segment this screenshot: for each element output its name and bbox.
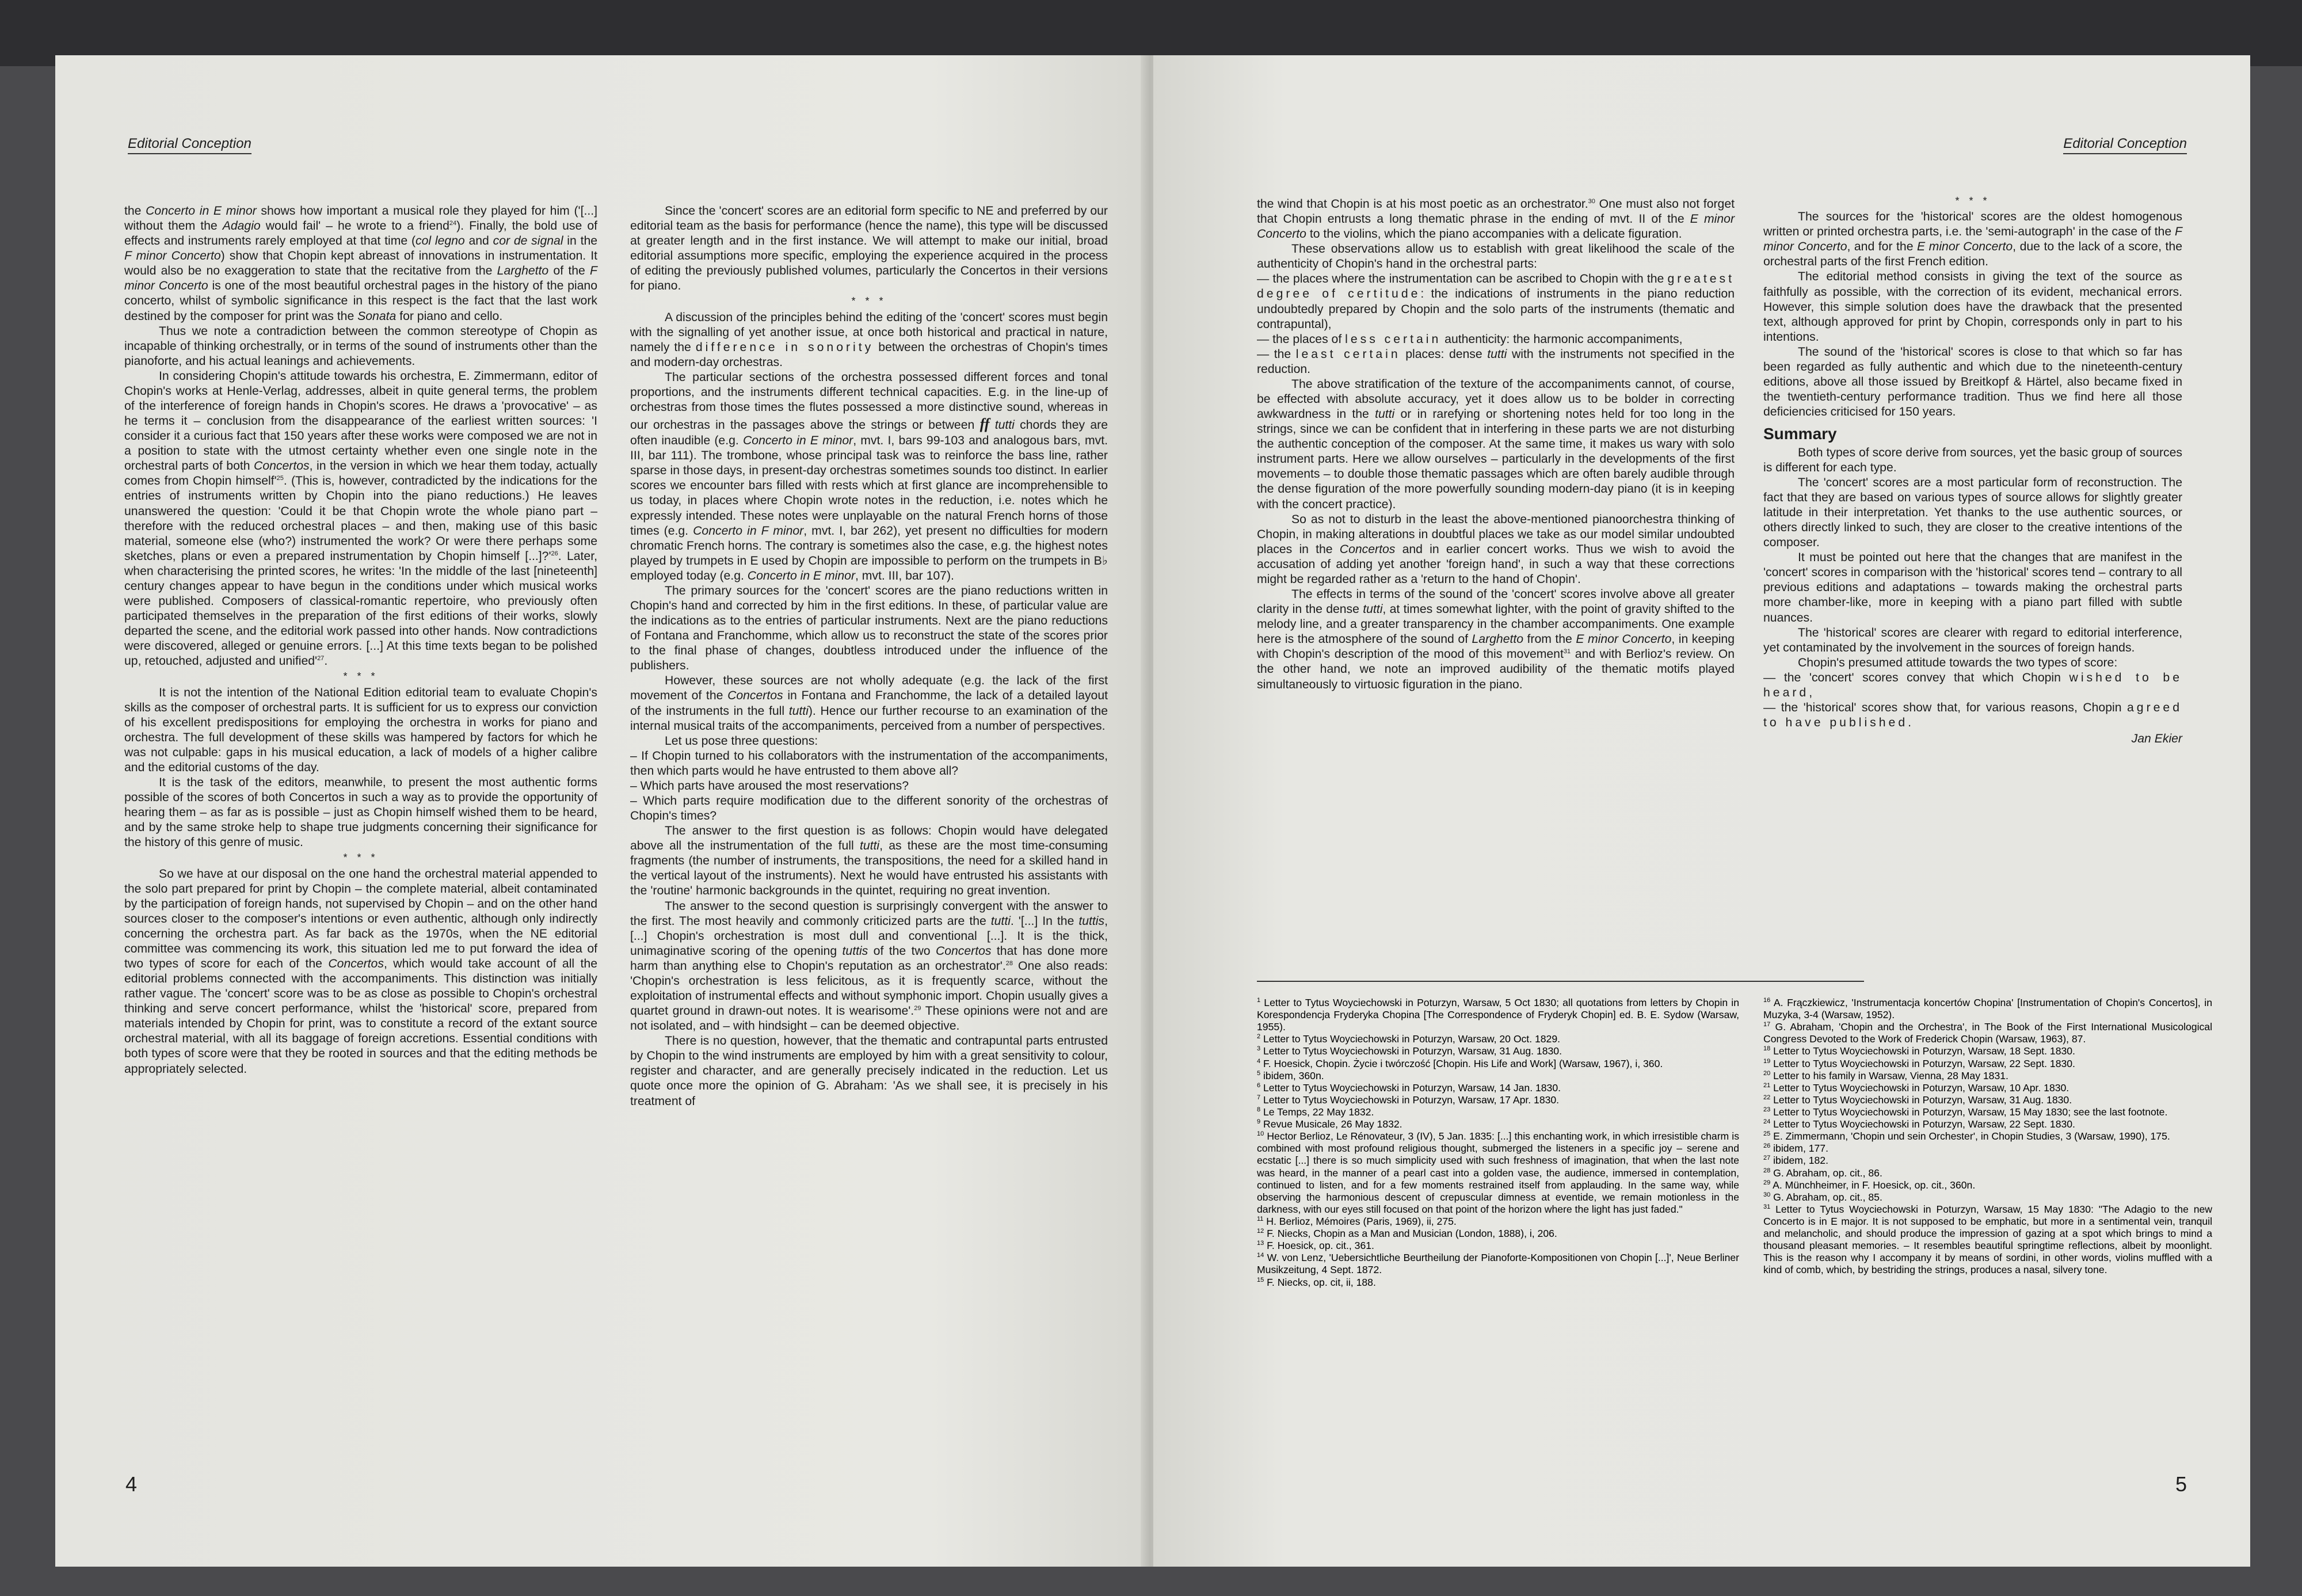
footnote-number: 31 bbox=[1763, 1203, 1771, 1210]
text: — the 'historical' scores show that, for various reasons, Chopin bbox=[1763, 700, 2128, 714]
footnote-number: 8 bbox=[1257, 1106, 1261, 1114]
text: ). Finally, the bold use of effects and instruments rarely employed at that time ( bbox=[124, 219, 597, 248]
footnote-text: Letter to Tytus Woyciechowski in Poturzyn, Warsaw, 22 Sept. 1830. bbox=[1770, 1118, 2075, 1130]
footnote-text: Letter to Tytus Woyciechowski in Poturzyn, Warsaw, 17 Apr. 1830. bbox=[1260, 1094, 1560, 1106]
text: In considering Chopin's attitude towards his orchestra, E. Zimmermann, editor of Chopin's works at Henle-Verlag, addresses, albeit in quite general terms, the problem of the interference of foreign hands in Chopin's scores. He draws a 'provocative' – as he terms it – conclusion from the disappearance of the earliest written sources: 'I consider it a curious fact that 150 years after these works were composed we are not in a position to state with the utmost certainty whether even one single note in the orchestral parts of both bbox=[124, 369, 597, 473]
footnote-number: 26 bbox=[1763, 1142, 1771, 1150]
work-title: F minor Concerto bbox=[1763, 225, 2182, 254]
work-title: Adagio bbox=[222, 219, 261, 233]
spaced-emphasis: greatest degree of certitude bbox=[1257, 272, 1735, 301]
text: and with Berlioz's review. On the other hand, we note an improved audibility of the thematic motifs played simultaneously to virtuosic figuration in the piano. bbox=[1257, 647, 1735, 691]
text: So as not to disturb in the least the above-mentioned pianoorchestra thinking of Chopin, in making alterations in doubtful places we take as our model similar undoubted places in the bbox=[1257, 512, 1735, 556]
work-title: F minor Concerto bbox=[124, 264, 597, 293]
spaced-emphasis: wished to be heard bbox=[1763, 671, 2182, 699]
page-number-right: 5 bbox=[2175, 1472, 2187, 1496]
footnote bbox=[1257, 1277, 1739, 1289]
text: between the orchestras of Chopin's times and modern-day orchestras. bbox=[630, 340, 1108, 369]
text: , at times somewhat lighter, with the point of gravity shifted to the melody line, and a greater transparency in the chamber accompaniments. One example here is the atmosphere of the sound of bbox=[1257, 603, 1735, 646]
list-item bbox=[1257, 272, 1735, 332]
footnote bbox=[1763, 1021, 2212, 1045]
spaced-emphasis: agreed to have published bbox=[1763, 700, 2182, 730]
paragraph: The 'concert' scores are a most particular form of reconstruction. The fact that they are based on various types of source allows for slightly greater latitude in their interpretation. Yet thanks to the use authentic sources, or others directly linked to such, they are closer to the creative intentions of the composer. bbox=[1763, 475, 2182, 550]
footnote-number: 11 bbox=[1257, 1216, 1264, 1223]
footnote-text: ibidem, 182. bbox=[1770, 1155, 1828, 1167]
work-title: E minor Concerto bbox=[1257, 212, 1735, 241]
text: , and for the bbox=[1847, 240, 1918, 254]
footnote-text: Letter to Tytus Woyciechowski in Poturzyn, Warsaw, 18 Sept. 1830. bbox=[1770, 1045, 2075, 1057]
footnote-text: Letter to Tytus Woyciechowski in Poturzyn, Warsaw, 14 Jan. 1830. bbox=[1260, 1081, 1561, 1094]
work-title: E minor Concerto bbox=[1917, 240, 2013, 254]
term: tutti bbox=[1487, 347, 1507, 361]
page-number-left: 4 bbox=[125, 1472, 138, 1496]
footnote bbox=[1257, 1252, 1739, 1276]
text: shows how important a musical role they played for him ('[...] without them the bbox=[124, 204, 598, 233]
footnote bbox=[1257, 1033, 1739, 1045]
footnote bbox=[1763, 1142, 2212, 1155]
work-title: Concerto in F minor bbox=[693, 524, 804, 538]
text: from the bbox=[1523, 633, 1576, 646]
footnote-number: 14 bbox=[1257, 1252, 1264, 1259]
text: These opinions were not and are not isolated, and – with hindsight – can be deemed objective. bbox=[630, 1004, 1108, 1033]
paragraph: It must be pointed out here that the changes that are manifest in the 'concert' scores in comparison with the 'historical' scores tend – contrary to all previous editions and adaptations – towards making the orchestral parts more chamber-like, more in keeping with a piano part filled with subtle nuances. bbox=[1763, 551, 2182, 624]
text: and in earlier concert works. Thus we wish to avoid the accusation of adding yet another 'foreign hand', in such a way that these corrections might be regarded rather as a 'return to the hand of Chopin'. bbox=[1257, 542, 1735, 586]
work-title: Concerto in E minor bbox=[146, 204, 257, 218]
text: is one of the most beautiful orchestral pages in the history of the piano concerto, whilst of symbolic significance in this respect is the fact that the last work destined by the composer for print was the bbox=[124, 279, 597, 323]
footnote-number: 23 bbox=[1763, 1106, 1771, 1114]
footnote bbox=[1257, 1082, 1739, 1094]
running-head-left: Editorial Conception bbox=[128, 136, 251, 154]
paragraph: Since the 'concert' scores are an editorial form specific to NE and preferred by our editorial team as the basis for performance (hence the name), this type will be discussed at greater length and in the first instance. We will attempt to make our initial, broad editorial assumptions more specific, employing the experience acquired in the process of editing the previously published volumes, particularly the Concertos in their versions for piano. bbox=[630, 204, 1108, 293]
text: in the bbox=[563, 234, 598, 248]
footnote-number: 27 bbox=[1763, 1155, 1771, 1162]
footnote-text: W. von Lenz, 'Uebersichtliche Beurtheilung der Pianoforte-Kompositionen von Chopin [...]', Neue Berliner Musikzeitung, 4 Sept. 1872. bbox=[1257, 1252, 1739, 1276]
footnote-text: Letter to Tytus Woyciechowski in Poturzyn, Warsaw, 20 Oct. 1829. bbox=[1260, 1033, 1560, 1045]
author-signature: Jan Ekier bbox=[2131, 732, 2182, 746]
paragraph bbox=[630, 310, 1108, 370]
footnote-text: A. Frączkiewicz, 'Instrumentacja koncertów Chopina' [Instrumentation of Chopin's Concertos], in Muzyka, 3-4 (Warsaw, 1952). bbox=[1763, 997, 2212, 1021]
footnote-text: Letter to Tytus Woyciechowski in Poturzyn, Warsaw, 5 Oct 1830; all quotations from letters by Chopin in Korespondencja Fryderyka Chopina [The Correspondence of Fryderyk Chopin] ed. B. E. Sydow (Warsaw, 1955). bbox=[1257, 997, 1739, 1033]
question: – If Chopin turned to his collaborators with the instrumentation of the accompaniments, then which parts would he have entrusted to them above all? bbox=[630, 749, 1108, 778]
footnote-number: 29 bbox=[1763, 1179, 1771, 1186]
question: – Which parts require modification due to the different sonority of the orchestras of Chopin's times? bbox=[630, 794, 1108, 823]
footnote bbox=[1763, 1130, 2212, 1142]
paragraph: The primary sources for the 'concert' scores are the piano reductions written in Chopin's hand and corrected by him in the first editions. In these, of particular value are the indications as to the entries of particular instruments. Next are the piano reductions of Fontana and Franchomme, which allow us to reconstruct the state of the scores prior to the final phase of changes, doubtless introduced under the influence of the publishers. bbox=[630, 584, 1108, 673]
footnote bbox=[1257, 1070, 1739, 1082]
footnote bbox=[1763, 1082, 2212, 1094]
running-head-right: Editorial Conception bbox=[2063, 136, 2187, 154]
summary-heading: Summary bbox=[1763, 425, 1837, 443]
term: tutti bbox=[1363, 603, 1383, 616]
footnotes-left bbox=[1257, 997, 1739, 1289]
text: The answer to the first question is as follows: Chopin would have delegated above all the instrumentation of the full bbox=[630, 824, 1108, 853]
footnote bbox=[1763, 1070, 2212, 1082]
term: tutti bbox=[989, 418, 1015, 432]
work-title: E minor Concerto bbox=[1576, 633, 1672, 646]
paragraph bbox=[124, 867, 597, 1077]
footnote-text: Letter to Tytus Woyciechowski in Poturzyn, Warsaw, 22 Sept. 1830. bbox=[1770, 1057, 2075, 1069]
paragraph: Chopin's presumed attitude towards the two types of score: bbox=[1798, 656, 2118, 669]
footnote-number: 7 bbox=[1257, 1094, 1261, 1102]
work-title: Concerto in E minor bbox=[747, 569, 855, 582]
paragraph bbox=[1257, 377, 1735, 512]
footnote-text: A. Münchheimer, in F. Hoesick, op. cit., 360n. bbox=[1770, 1179, 1976, 1191]
footnote-number: 1 bbox=[1257, 997, 1261, 1004]
text: of the bbox=[548, 264, 590, 278]
footnote bbox=[1257, 1228, 1739, 1240]
footnote-number: 25 bbox=[1763, 1130, 1771, 1138]
column-2 bbox=[630, 204, 1108, 1109]
text: , as these are the most time-consuming fragments (the number of instruments, the transpositions, the need for a skilled hand in the vertical layout of the instruments). Next he would have entrusted his assistants with the 'routine' harmonic backgrounds in the quintet, requiring no great invention. bbox=[630, 839, 1108, 898]
text: that has done more harm than anything else to Chopin's reputation as an orchestrator'. bbox=[630, 944, 1108, 973]
text: A discussion of the principles behind the editing of the 'concert' scores must begin with the signalling of yet another issue, at once both historical and practical in nature, namely the bbox=[630, 310, 1108, 354]
column-4 bbox=[1763, 193, 2182, 746]
work-title: Sonata bbox=[357, 309, 397, 323]
text: The effects in terms of the sound of the 'concert' scores involve above all greater clarity in the dense bbox=[1257, 588, 1735, 616]
footnote-rule bbox=[1257, 981, 1864, 982]
paragraph bbox=[1763, 210, 2182, 269]
footnote-text: F. Niecks, Chopin as a Man and Musician (London, 1888), i, 206. bbox=[1264, 1228, 1557, 1240]
text: — the 'concert' scores convey that which Chopin bbox=[1763, 671, 2069, 684]
paragraph bbox=[1257, 512, 1735, 587]
footnote bbox=[1763, 997, 2212, 1021]
work-title: Larghetto bbox=[497, 264, 549, 278]
footnote bbox=[1257, 1118, 1739, 1130]
footnote-ref: 27 bbox=[317, 655, 325, 662]
paragraph: The 'historical' scores are clearer with regard to editorial interference, yet contaminated by the involvement in the sources of foreign hands. bbox=[1763, 626, 2182, 654]
footnote-number: 16 bbox=[1763, 997, 1771, 1004]
text: of the two bbox=[868, 944, 936, 958]
booklet-spread bbox=[55, 55, 2250, 1567]
text: . (This is, however, contradicted by the indications for the entries of instruments written by Chopin into the piano reductions.) He leaves unanswered the question: 'Could it be that Chopin wrote the whole piano part – therefore with the reduced orchestral places – and then, making use of this basic material, someone else (who?) instrumented the work? Or were there perhaps some sketches, plans or even a prepared instrumentation by Chopin himself [...]?' bbox=[124, 474, 597, 563]
spaced-emphasis: difference in sonority bbox=[695, 340, 874, 354]
text: chords they are often inaudible (e.g. bbox=[630, 418, 1108, 448]
footnote-number: 12 bbox=[1257, 1228, 1264, 1235]
dynamic-mark: ff bbox=[980, 416, 990, 433]
footnote bbox=[1763, 1179, 2212, 1191]
text: One must also not forget that Chopin entrusts a long thematic phrase in the ending of mvt. II of the bbox=[1257, 197, 1735, 226]
footnote bbox=[1257, 1240, 1739, 1252]
footnote-ref: 30 bbox=[1588, 197, 1595, 205]
text: the wind that Chopin is at his most poetic as an orchestrator. bbox=[1257, 197, 1588, 211]
paragraph: Let us pose three questions: bbox=[665, 734, 818, 748]
footnote bbox=[1763, 1058, 2212, 1070]
footnotes-right bbox=[1763, 997, 2212, 1277]
footnote bbox=[1763, 1118, 2212, 1130]
page-left bbox=[55, 55, 1148, 1567]
footnote bbox=[1257, 1058, 1739, 1070]
text: One also reads: 'Chopin's orchestration is less felicitous, as it is frequently scarce, without the exploitation of instrumental effects and without symphonic import. Chopin usually gives a quartet ground in drawn-out notes. It is wearisome'. bbox=[630, 959, 1108, 1018]
term: col legno bbox=[416, 234, 465, 248]
paragraph bbox=[630, 370, 1108, 584]
text: , mvt. I, bar 262), yet present no difficulties for modern chromatic French horns. The contrary is sometimes also the case, e.g. the highest notes played by trumpets in E used by Chopin are impossible to perform on the trumpets in B♭ employed today (e.g. bbox=[630, 524, 1108, 582]
term: cor de signal bbox=[493, 234, 563, 248]
footnote-ref: 29 bbox=[914, 1005, 921, 1012]
footnote-text: H. Berlioz, Mémoires (Paris, 1969), ii, 275. bbox=[1263, 1215, 1457, 1227]
list-item bbox=[1763, 700, 2182, 730]
footnote-text: Revue Musicale, 26 May 1832. bbox=[1260, 1118, 1402, 1130]
list-item bbox=[1257, 347, 1735, 377]
text: . Later, when characterising the printed scores, he writes: 'In the middle of the last [nineteenth] century changes appear to have begun in the conditions under which musical works were published. Composers of classical-romantic repertoire, who previously often participated themselves in the preparation of the first editions of their works, slowly departed the scene, and the editorial work passed into other hands. Now contradictions were discovered, alleged or genuine errors. [...] At this time texts began to be polished up, retouched, adjusted and unified' bbox=[124, 549, 597, 668]
footnote bbox=[1763, 1094, 2212, 1106]
footnote-number: 13 bbox=[1257, 1240, 1264, 1247]
footnote-number: 18 bbox=[1763, 1045, 1771, 1053]
paragraph: These observations allow us to establish with great likelihood the scale of the authenticity of Chopin's hand in the orchestral parts: bbox=[1257, 242, 1735, 271]
work-title: Concertos bbox=[727, 689, 783, 703]
footnote-text: F. Hoesick, op. cit., 361. bbox=[1264, 1240, 1374, 1252]
text: , bbox=[1809, 685, 1813, 699]
paragraph bbox=[1257, 587, 1735, 692]
section-divider: * * * bbox=[343, 852, 379, 864]
text: and bbox=[464, 234, 493, 248]
list-item bbox=[1257, 332, 1735, 347]
footnote bbox=[1257, 1106, 1739, 1118]
text: the bbox=[124, 204, 146, 218]
footnote bbox=[1763, 1106, 2212, 1118]
footnote-number: 9 bbox=[1257, 1118, 1261, 1126]
text: . '[...] In the bbox=[1010, 914, 1079, 928]
text: to the violins, which the piano accompanies with a delicate figuration. bbox=[1306, 227, 1682, 241]
paragraph: Both types of score derive from sources, yet the basic group of sources is different for each type. bbox=[1763, 445, 2182, 474]
paragraph: The editorial method consists in giving the text of the source as faithfully as possible, with the correction of its evident, mechanical errors. However, this simple solution does have the drawback that the presented text, although approved for print by Chopin, corresponds only in part to his intentions. bbox=[1763, 270, 2182, 344]
section-divider: * * * bbox=[851, 295, 887, 307]
footnote-text: ibidem, 360n. bbox=[1260, 1069, 1324, 1081]
text: So we have at our disposal on the one hand the orchestral material appended to the solo part prepared for print by Chopin – the complete material, albeit contaminated by the participation of foreign hands, not supervised by Chopin – and on the other hand sources closer to the composer's intentions or even authentic, although only indirectly concerning the orchestra part. As far back as the 1970s, when the NE editorial committee was commencing its work, this situation led me to put forward the idea of two types of score for each of the bbox=[124, 867, 597, 970]
text: or in rarefying or shortening notes held for too long in the strings, since we can be confident that in interfering in these parts we are not disturbing the authentic conception of the composer. At the same time, it makes us wary with solo instrument parts. Here we allow ourselves – particularly in the developments of the first movements – to double those thematic passages which are often barely audible through the dense figuration of the more powerfully sounding modern-day piano (it is in keeping with the concert practice). bbox=[1257, 407, 1735, 511]
work-title: Concerto in E minor bbox=[742, 434, 853, 448]
term: tutti bbox=[859, 839, 880, 853]
footnote-text: Le Temps, 22 May 1832. bbox=[1260, 1106, 1374, 1118]
footnote bbox=[1257, 1094, 1739, 1106]
text: The above stratification of the texture of the accompaniments cannot, of course, be effected with absolute accuracy, yet it does allow us to be bolder in correcting awkwardness in the bbox=[1257, 377, 1735, 421]
term: tutti bbox=[788, 704, 809, 718]
work-title: Concertos bbox=[935, 944, 992, 958]
footnote bbox=[1257, 997, 1739, 1033]
footnote-number: 6 bbox=[1257, 1081, 1261, 1089]
text: However, these sources are not wholly adequate (e.g. the lack of the first movement of the bbox=[630, 674, 1108, 703]
footnote-text: Letter to Tytus Woyciechowski in Poturzyn, Warsaw, 10 Apr. 1830. bbox=[1770, 1081, 2069, 1094]
footnote bbox=[1763, 1167, 2212, 1179]
term: tutti bbox=[1375, 407, 1395, 421]
work-title: F minor Concerto bbox=[124, 249, 221, 263]
footnote-number: 30 bbox=[1763, 1191, 1771, 1198]
footnote-number: 20 bbox=[1763, 1069, 1771, 1077]
paragraph: It is the task of the editors, meanwhile, to present the most authentic forms possible of the scores of both Concertos in such a way as to provide the opportunity of hearing them – as far as is possible – just as Chopin himself wished them to be heard, and by the same stroke help to shape true judgments concerning their significance for the history of this genre of music. bbox=[124, 776, 597, 850]
footnote bbox=[1763, 1203, 2212, 1277]
footnote-text: G. Abraham, op. cit., 85. bbox=[1770, 1191, 1882, 1203]
work-title: Concertos bbox=[328, 957, 384, 970]
text: in Fontana and Franchomme, the lack of a detailed layout of the instruments in the full bbox=[630, 689, 1108, 718]
column-1 bbox=[124, 204, 597, 1077]
footnote-number: 22 bbox=[1763, 1094, 1771, 1102]
question: – Which parts have aroused the most reservations? bbox=[630, 779, 909, 793]
text: ). Hence our further recourse to an examination of the internal musical traits of the accompaniments, perceived from a number of perspectives. bbox=[630, 704, 1108, 733]
text: , due to the lack of a score, the orchestral parts of the first French edition. bbox=[1763, 240, 2182, 269]
text: , mvt. III, bar 107). bbox=[855, 569, 954, 582]
term: tuttis bbox=[1078, 914, 1105, 928]
section-divider: * * * bbox=[343, 671, 379, 683]
work-title: Concertos bbox=[254, 459, 310, 473]
footnote-text: Letter to his family in Warsaw, Vienna, 28 May 1831. bbox=[1770, 1069, 2008, 1081]
text: ) show that Chopin kept abreast of innovations in instrumentation. It would also be no exaggeration to state that the recitative from the bbox=[124, 249, 597, 278]
footnote-text: E. Zimmermann, 'Chopin und sein Orchester', in Chopin Studies, 3 (Warsaw, 1990), 175. bbox=[1770, 1130, 2170, 1142]
footnote bbox=[1257, 1216, 1739, 1228]
footnote-number: 24 bbox=[1763, 1118, 1771, 1126]
paragraph bbox=[1257, 197, 1735, 242]
text: — the places of bbox=[1257, 332, 1346, 346]
paragraph: It is not the intention of the National Edition editorial team to evaluate Chopin's skills as the composer of orchestral parts. It is sufficient for us to express our conviction of his excellent predispositions for employing the orchestra in works for piano and orchestra. The full development of these skills was hampered by factors for which he was not culpable: gaps in his musical education, a lack of models of a higher calibre and the editorial customs of the day. bbox=[124, 685, 597, 774]
text: would fail' – he wrote to a friend bbox=[260, 219, 449, 233]
footnote-number: 10 bbox=[1257, 1130, 1264, 1138]
text: places: dense bbox=[1400, 347, 1488, 361]
term: tutti bbox=[990, 914, 1011, 928]
text: : the indications of instruments in the piano reduction undoubtedly prepared by Chopin and the solo parts of the instruments (thematic and contrapuntal), bbox=[1257, 287, 1735, 331]
work-title: Larghetto bbox=[1472, 633, 1524, 646]
footnote-text: G. Abraham, op. cit., 86. bbox=[1770, 1167, 1882, 1179]
text: , in keeping with Chopin's description of the mood of this movement bbox=[1257, 633, 1735, 661]
paragraph bbox=[124, 369, 597, 669]
paragraph: The sound of the 'historical' scores is close to that which so far has been regarded as fully authentic and which due to the nineteenth-century editions, above all those issued by Breitkopf & Härtel, also became fixed in the twentieth-century performance tradition. Thus we find here all those deficiencies criticised for 150 years. bbox=[1763, 345, 2182, 419]
footnote-number: 19 bbox=[1763, 1057, 1771, 1065]
footnote-ref: 31 bbox=[1563, 648, 1571, 656]
work-title: Concertos bbox=[1339, 542, 1396, 556]
footnote-text: Letter to Tytus Woyciechowski in Poturzyn, Warsaw, 31 Aug. 1830. bbox=[1260, 1045, 1562, 1057]
paragraph: There is no question, however, that the thematic and contrapuntal parts entrusted by Chopin to the wind instruments are employed by him with a great sensitivity to colour, register and character, and are generally precisely indicated in the reduction. Let us quote once more the opinion of G. Abraham: 'As we shall see, it is precisely in his treatment of bbox=[630, 1034, 1108, 1108]
text: — the places where the instrumentation can be ascribed to Chopin with the bbox=[1257, 272, 1668, 286]
footnote-text: ibidem, 177. bbox=[1770, 1142, 1828, 1155]
footnote-ref: 28 bbox=[1005, 959, 1013, 967]
footnote bbox=[1257, 1045, 1739, 1057]
paragraph bbox=[124, 204, 597, 324]
footnote-number: 2 bbox=[1257, 1033, 1261, 1041]
footnote-text: Hector Berlioz, Le Rénovateur, 3 (IV), 5 Jan. 1835: [...] this enchanting work, in which irresistible charm is combined with most profound religious thought, submerged the listeners in a specific joy – serene and ecstatic [...] there is so much simplicity used with such freshness of imagination, that when the last note was heard, in the manner of a pearl cast into a golden vase, the audience, immersed in contemplation, continued to listen, and for a few moments restrained itself from applauding. In the same way, while observing the harmonious descent of crepuscular dimness at eventide, we remain motionless in the darkness, with our eyes still focused on that point of the horizon where the light has just faded." bbox=[1257, 1130, 1739, 1215]
paragraph bbox=[630, 824, 1108, 898]
list-item bbox=[1763, 671, 2182, 700]
paragraph bbox=[630, 899, 1108, 1034]
footnote-number: 15 bbox=[1257, 1276, 1264, 1283]
text: , which would take account of all the editorial problems connected with the accompaniments. This distinction was initially rather vague. The 'concert' score was to be as close as possible to Chopin's orchestral thinking and serve concert performance, whilst the 'historical' score, prepared from materials intended by Chopin for print, was to constitute a record of the extant source orchestral material, with all its baggage of foreign accretions. Essential conditions with both types of score were that they be rooted in sources and that the editing methods be appropriately selected. bbox=[124, 957, 597, 1076]
footnote-text: F. Niecks, op. cit, ii, 188. bbox=[1264, 1276, 1376, 1288]
footnote bbox=[1763, 1155, 2212, 1167]
footnote-text: Letter to Tytus Woyciechowski in Poturzyn, Warsaw, 15 May 1830; see the last footnote. bbox=[1770, 1106, 2168, 1118]
footnote-ref: 26 bbox=[551, 550, 558, 557]
text: The answer to the second question is surprisingly convergent with the answer to the first. The most heavily and commonly criticized parts are the bbox=[630, 899, 1108, 928]
text: authenticity: the harmonic accompaniments, bbox=[1441, 332, 1683, 346]
text: . bbox=[1908, 716, 1911, 730]
footnote bbox=[1257, 1130, 1739, 1216]
page-right bbox=[1153, 55, 2250, 1567]
footnote-number: 5 bbox=[1257, 1069, 1261, 1077]
footnote bbox=[1763, 1191, 2212, 1203]
text: , [...] Chopin's orchestration is most dull and conventional [...]. It is the thick, unimaginative scoring of the opening bbox=[630, 914, 1108, 958]
paragraph: Thus we note a contradiction between the common stereotype of Chopin as incapable of thinking orchestrally, or in terms of the sound of instruments other than the pianoforte, and his actual leanings and achievements. bbox=[124, 324, 597, 368]
footnote-text: Letter to Tytus Woyciechowski in Poturzyn, Warsaw, 31 Aug. 1830. bbox=[1770, 1094, 2072, 1106]
footnote-text: G. Abraham, 'Chopin and the Orchestra', in The Book of the First International Musicological Congress Devoted to the Work of Frederick Chopin (Warsaw, 1963), 87. bbox=[1763, 1021, 2212, 1045]
paragraph bbox=[630, 673, 1108, 733]
footnote-number: 28 bbox=[1763, 1167, 1771, 1174]
text: The particular sections of the orchestra possessed different forces and tonal proportions, and the instruments different technical capacities. E.g. in the line-up of orchestras from those times the flutes possessed a more distinctive sound, whereas in our orchestras in the passages above the strings or between bbox=[630, 370, 1108, 432]
footnote-number: 3 bbox=[1257, 1045, 1261, 1053]
text: with the instruments not specified in the reduction. bbox=[1257, 347, 1735, 376]
section-divider: * * * bbox=[1955, 195, 1991, 207]
spaced-emphasis: less certain bbox=[1345, 332, 1442, 346]
column-3 bbox=[1257, 197, 1735, 692]
footnote-text: Letter to Tytus Woyciechowski in Poturzyn, Warsaw, 15 May 1830: "The Adagio to the new Concerto is in E major. It is not supposed to be emphatic, but more in a sentimental vein, tranquil and melancholic, and should produce the impression of gazing at a spot which brings to mind a thousand pleasant memories. – It resembles beautiful springtime reflections, albeit by moonlight. This is the reason why I accompany it by means of sordini, in other words, violins muffled with a kind of comb, which, by bestriding the strings, produces a nasal, silvery tone. bbox=[1763, 1203, 2212, 1276]
text: , in the version in which we hear them today, actually comes from Chopin himself' bbox=[124, 459, 597, 488]
text: for piano and cello. bbox=[396, 309, 503, 323]
footnote-ref: 24 bbox=[449, 220, 457, 227]
text: The sources for the 'historical' scores are the oldest homogenous written or printed orchestra parts, i.e. the 'semi-autograph' in the case of the bbox=[1763, 210, 2182, 239]
footnote-ref: 25 bbox=[276, 475, 284, 482]
term: tuttis bbox=[842, 944, 868, 958]
text: — the bbox=[1257, 347, 1296, 361]
footnote-number: 17 bbox=[1763, 1021, 1771, 1029]
footnote-number: 4 bbox=[1257, 1057, 1261, 1065]
footnote-text: F. Hoesick, Chopin. Życie i twórczość [Chopin. His Life and Work] (Warsaw, 1967), i, 360. bbox=[1260, 1057, 1663, 1069]
footnote bbox=[1763, 1045, 2212, 1057]
text: , mvt. I, bars 99-103 and analogous bars, mvt. III, bar 111). The trombone, whose principal task was to reinforce the bass line, rather sparse in those days, in present-day orchestras sometimes sounds too distinct. In earlier scores we encounter bars filled with rests which at first glance are incomprehensible to us today, in places where Chopin wrote notes in the reduction, i.e. notes which he expressly intended. These notes were unplayable on the natural French horns of those times (e.g. bbox=[630, 434, 1108, 538]
footnote-number: 21 bbox=[1763, 1081, 1771, 1089]
spaced-emphasis: least certain bbox=[1295, 347, 1401, 361]
text: . bbox=[324, 654, 328, 668]
